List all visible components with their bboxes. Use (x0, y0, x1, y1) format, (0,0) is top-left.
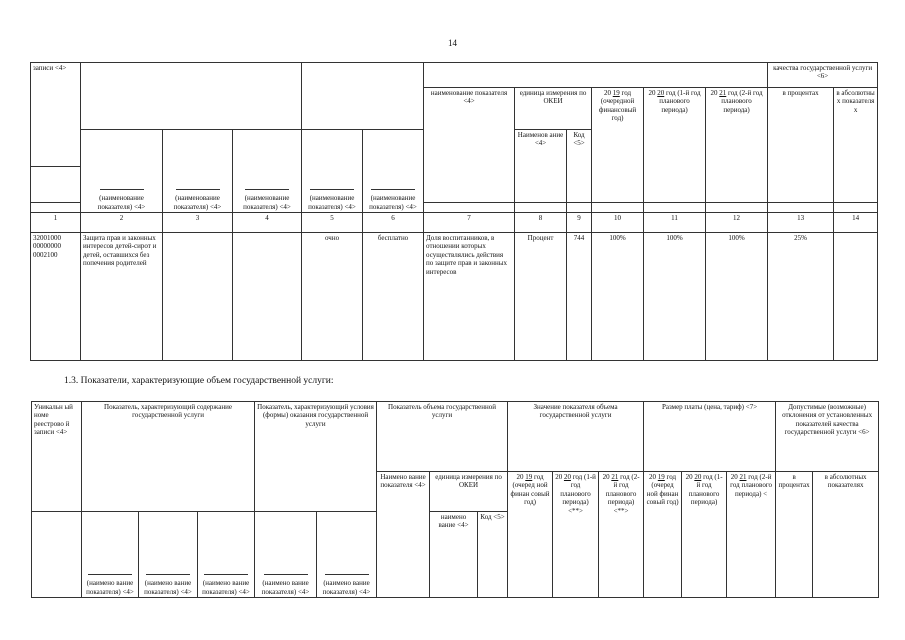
content-sub-1: (наименование показателя) <4> (81, 130, 163, 213)
blank-line (310, 189, 354, 190)
content-sub-2: (наимено вание показателя) <4> (139, 512, 198, 598)
deviation-header: Допустимые (возможные) отклонения от установленных показателей качества государственной услуги <6> (776, 402, 879, 472)
blank-line (100, 189, 144, 190)
value-year-1: 100% (592, 233, 644, 361)
content-indicator-header: Показатель, характеризующий содержание государственной услуги (82, 402, 255, 512)
content-indicator-header (81, 63, 302, 130)
col-number: 4 (233, 213, 302, 233)
empty-cell (163, 233, 233, 361)
volume-indicators-table (31, 401, 879, 598)
fee-year-3-header: 20 21 год (2-й год планового периода) < (727, 472, 776, 598)
blank-line (146, 574, 190, 575)
okei-code: 744 (567, 233, 592, 361)
quality-indicator-header (424, 63, 768, 88)
col-number: 10 (592, 213, 644, 233)
registry-code: 32001000 00000000 0002100 (31, 233, 81, 361)
record-number-header-cont (31, 167, 81, 203)
record-number-header: записи <4> (31, 63, 81, 167)
value-year-1-header: 20 19 год (очеред ной финан совый год) (508, 472, 553, 598)
deviation-absolute (834, 233, 878, 361)
value-year-3: 100% (706, 233, 768, 361)
col-number: 5 (302, 213, 363, 233)
indicator-text: Доля воспитанников, в отношении которых осуществлялись действия по защите прав и законных интересов (424, 233, 515, 361)
service-content: Защита прав и законных интересов детей-сирот и детей, оставшихся без попечения родителей (81, 233, 163, 361)
volume-values-header: Значение показателя объема государственной услуги (508, 402, 644, 472)
col-number: 13 (768, 213, 834, 233)
blank-line (176, 189, 220, 190)
condition-sub-2: (наимено вание показателя) <4> (317, 512, 377, 598)
fee-year-2-header: 20 20 год (1-й год планового периода) (682, 472, 727, 598)
year-2-header: 20 20 год (1-й год планового периода) (644, 88, 706, 203)
col-number: 11 (644, 213, 706, 233)
blank-line (264, 574, 308, 575)
blank-line (88, 574, 132, 575)
content-sub-2: (наименование показателя) <4> (163, 130, 233, 213)
table-row (31, 233, 878, 361)
content-sub-1: (наимено вание показателя) <4> (82, 512, 139, 598)
col-number: 7 (424, 213, 515, 233)
col-number: 12 (706, 213, 768, 233)
ind-name-header: Наимено вание показателя <4> (377, 472, 430, 598)
record-number-header-cont (31, 203, 81, 213)
col-number: 8 (515, 213, 567, 233)
content-sub-3: (наимено вание показателя) <4> (198, 512, 255, 598)
deviation-absolute-header-cont (834, 203, 878, 213)
year-1-header: 20 19 год (очередной финансовый год) (592, 88, 644, 203)
condition-sub-1: (наименование показателя) <4> (302, 130, 363, 213)
volume-indicator-header: Показатель объема государственной услуги (377, 402, 508, 472)
column-numbers-row (31, 213, 878, 233)
deviation-percent-header: в процентах (768, 88, 834, 203)
value-year-2-header: 20 20 год (1-й год планового периода) <**> (553, 472, 599, 598)
deviation-absolute-header: в абсолютны х показателя х (834, 88, 878, 203)
value-year-2: 100% (644, 233, 706, 361)
unit-name-header: Наименов ание <4> (515, 130, 567, 203)
blank-line (325, 574, 369, 575)
condition-sub-1: (наимено вание показателя) <4> (255, 512, 317, 598)
condition-sub-2: (наименование показателя) <4> (363, 130, 424, 213)
dev-percent-header: в процентах (776, 472, 813, 598)
deviation-percent: 25% (768, 233, 834, 361)
unit-name-header-cont (515, 203, 567, 213)
year-2-header-cont (644, 203, 706, 213)
col-number: 3 (163, 213, 233, 233)
quality-deviation-header: качества государственной услуги <6> (768, 63, 878, 88)
okei-unit-header: единица измерения по ОКЕИ (515, 88, 592, 130)
condition-indicator-header (302, 63, 424, 130)
year-3-header-cont (706, 203, 768, 213)
col-number: 2 (81, 213, 163, 233)
service-form: очно (302, 233, 363, 361)
payment-type: бесплатно (363, 233, 424, 361)
deviation-percent-header-cont (768, 203, 834, 213)
col-number: 9 (567, 213, 592, 233)
empty-cell (233, 233, 302, 361)
col-number: 6 (363, 213, 424, 233)
col-number: 1 (31, 213, 81, 233)
col-number: 14 (834, 213, 878, 233)
indicator-name-header-cont (424, 203, 515, 213)
condition-indicator-header: Показатель, характеризующий условия (формы) оказания государственной услуги (255, 402, 377, 512)
unique-record-header: Уникальн ый номе реестрово й записи <4> (32, 402, 82, 512)
dev-absolute-header: в абсолютных показателях (813, 472, 879, 598)
page-number: 14 (448, 38, 457, 48)
okei-code-header: Код <5> (478, 512, 508, 598)
value-year-3-header: 20 21 год (2-й год планового периода) <**> (599, 472, 644, 598)
okei-header: единица измерения по ОКЕИ (430, 472, 508, 512)
fee-year-1-header: 20 19 год (очеред ной финан совый год) (644, 472, 682, 598)
section-heading: 1.3. Показатели, характеризующие объем государственной услуги: (64, 376, 334, 386)
blank-line (245, 189, 289, 190)
fee-header: Размер платы (цена, тариф) <7> (644, 402, 776, 472)
blank-line (204, 574, 248, 575)
unit-code-header: Код <5> (567, 130, 592, 203)
okei-name-header: наимено вание <4> (430, 512, 478, 598)
year-1-header-cont (592, 203, 644, 213)
content-sub-3: (наименование показателя) <4> (233, 130, 302, 213)
unit-name: Процент (515, 233, 567, 361)
unit-code-header-cont (567, 203, 592, 213)
unique-record-header-cont (32, 512, 82, 598)
quality-indicators-table (30, 62, 878, 361)
year-3-header: 20 21 год (2-й год планового периода) (706, 88, 768, 203)
indicator-name-header: наименование показателя <4> (424, 88, 515, 203)
blank-line (371, 189, 415, 190)
